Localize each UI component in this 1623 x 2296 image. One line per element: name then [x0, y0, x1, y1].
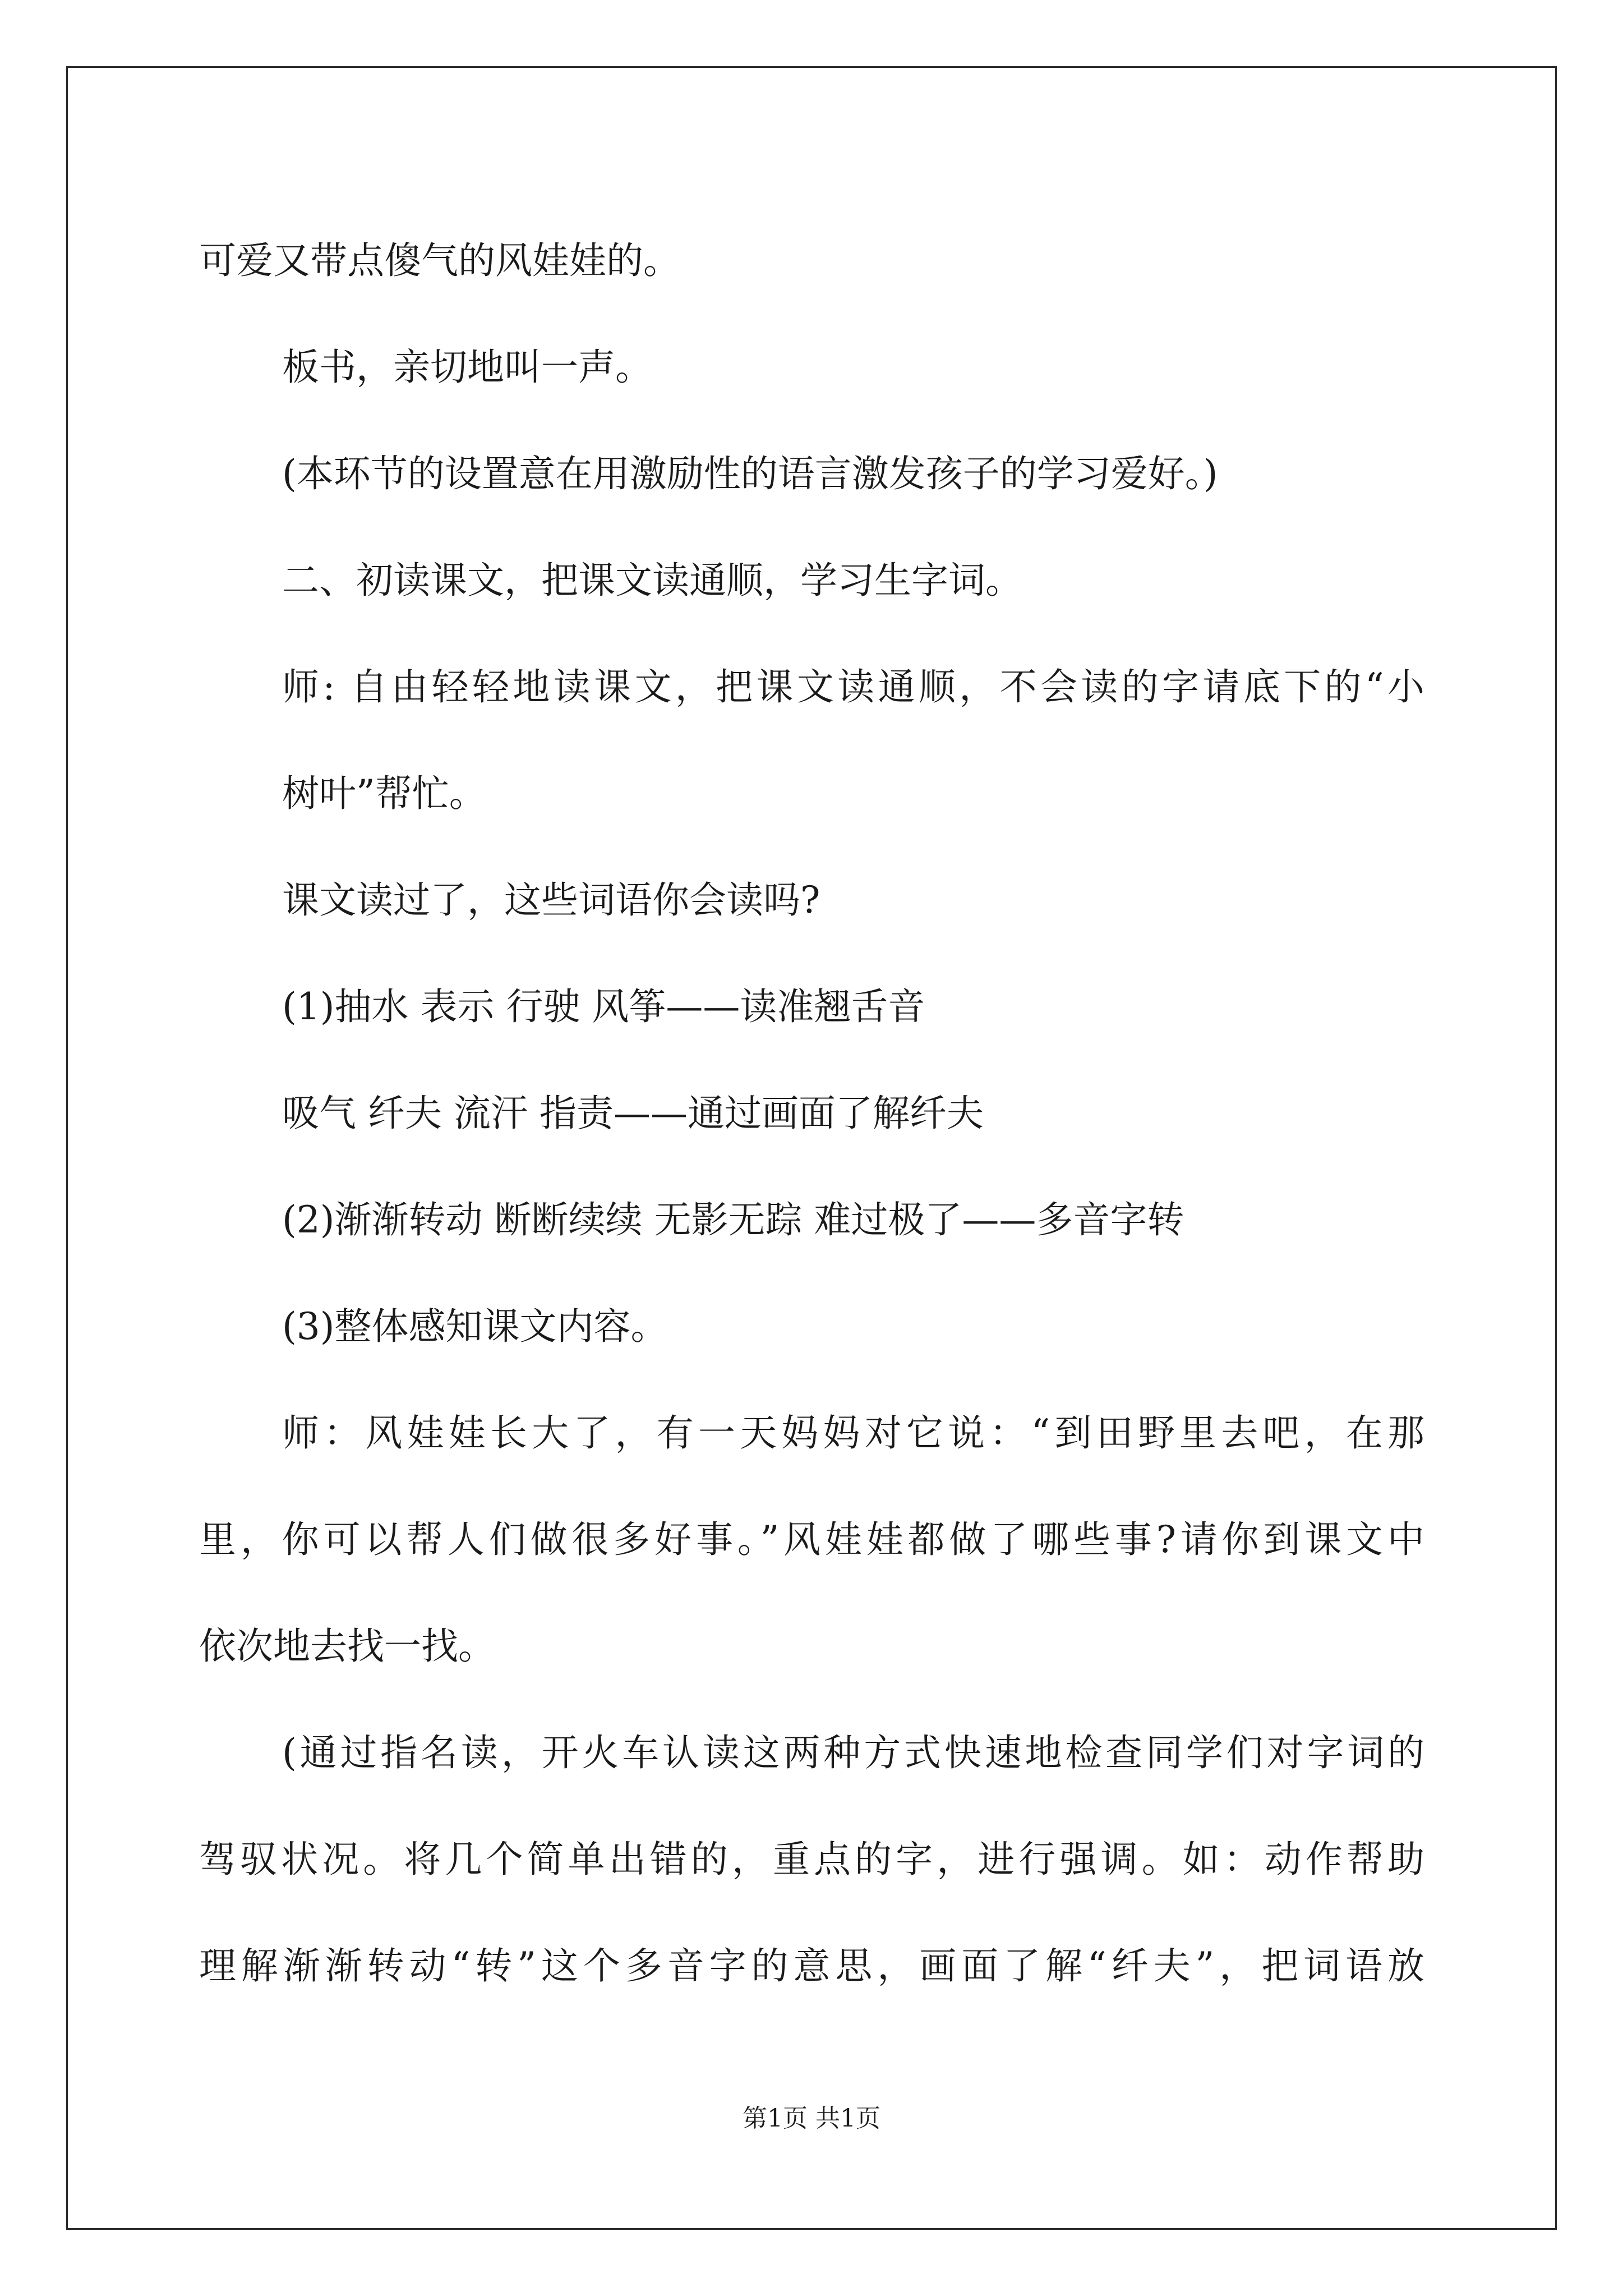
- text-line-9: 吸气 纤夫 流汗 指责——通过画面了解纤夫: [282, 1092, 984, 1135]
- text-line-13: 里，你可以帮人们做很多好事。”风娃娃都做了哪些事?请你到课文中: [199, 1518, 1424, 1561]
- text-line-1: 可爱又带点傻气的风娃娃的。: [199, 239, 680, 282]
- text-line-7: 课文读过了，这些词语你会读吗?: [282, 878, 820, 922]
- text-line-4: 二、初读课文，把课文读通顺，学习生字词。: [282, 559, 1022, 602]
- text-line-8: (1)抽水 表示 行驶 风筝——读准翘舌音: [282, 985, 925, 1028]
- text-line-6: 树叶”帮忙。: [282, 772, 486, 815]
- page-footer: 第1页 共1页: [743, 2104, 880, 2133]
- text-line-3: (本环节的设置意在用激励性的语言激发孩子的学习爱好。): [282, 452, 1218, 495]
- document-body: [199, 208, 1424, 2019]
- text-line-2: 板书，亲切地叫一声。: [282, 346, 652, 389]
- text-line-14: 依次地去找一找。: [199, 1625, 495, 1668]
- text-line-10: (2)渐渐转动 断断续续 无影无踪 难过极了——多音字转: [282, 1198, 1184, 1241]
- text-line-12: 师：风娃娃长大了，有一天妈妈对它说：“到田野里去吧，在那: [282, 1411, 1424, 1455]
- text-line-16: 驾驭状况。将几个简单出错的，重点的字，进行强调。如：动作帮助: [199, 1838, 1424, 1881]
- text-line-17: 理解渐渐转动“转”这个多音字的意思，画面了解“纤夫”，把词语放: [199, 1944, 1424, 1987]
- text-line-15: (通过指名读，开火车认读这两种方式快速地检查同学们对字词的: [282, 1731, 1424, 1774]
- text-line-5: 师: 自由轻轻地读课文，把课文读通顺，不会读的字请底下的“小: [282, 665, 1424, 708]
- text-line-11: (3)整体感知课文内容。: [282, 1305, 668, 1348]
